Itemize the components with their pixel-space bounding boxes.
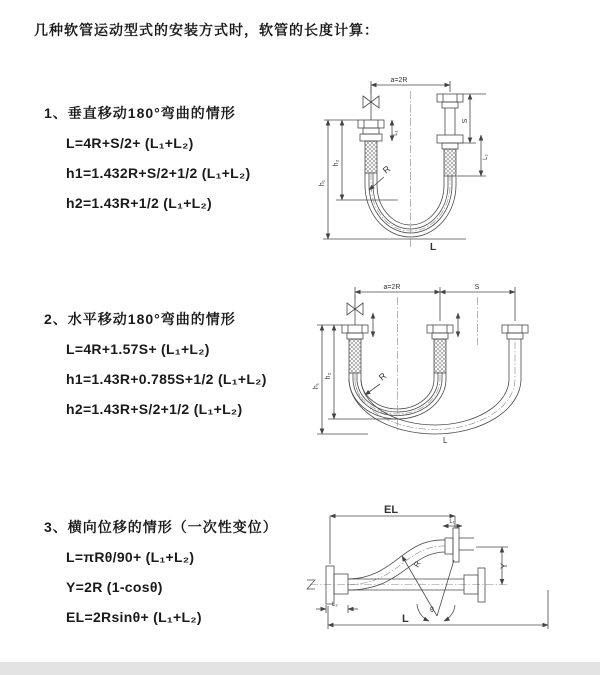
formula-line: h1=1.43R+0.785S+1/2 (L₁+L₂) bbox=[66, 371, 267, 387]
d2-label-h1: h₁ bbox=[313, 382, 320, 390]
formula-line: L=4R+1.57S+ (L₁+L₂) bbox=[66, 341, 210, 357]
section-vertical-movement bbox=[44, 103, 251, 213]
diagram-horizontal-u-bend bbox=[310, 281, 588, 449]
d1-label-l2: L₂ bbox=[483, 154, 489, 160]
left-flange bbox=[358, 120, 384, 141]
d3-label-l1: L₁ bbox=[449, 519, 455, 525]
hose-braid-left bbox=[365, 141, 377, 173]
d1-label-h2: h₂ bbox=[333, 159, 340, 167]
left-flange bbox=[342, 325, 368, 339]
right-flange bbox=[437, 94, 463, 149]
scan-edge-shadow bbox=[0, 662, 600, 675]
section-lateral-displacement bbox=[44, 517, 278, 627]
upper-flange bbox=[445, 528, 474, 562]
section-2-heading: 2、水平移动180°弯曲的情形 bbox=[44, 311, 236, 327]
d1-label-l: L bbox=[430, 242, 437, 253]
section-horizontal-movement bbox=[44, 309, 267, 419]
d2-label-r: R bbox=[376, 370, 389, 383]
d3-label-l: L bbox=[402, 613, 409, 625]
d1-label-h1: h₁ bbox=[319, 179, 326, 187]
dim-length bbox=[328, 590, 548, 629]
radius-construction bbox=[402, 556, 455, 621]
right-flange bbox=[464, 568, 485, 602]
hose-s-curve bbox=[348, 540, 445, 590]
formula-line: h1=1.432R+S/2+1/2 (L₁+L₂) bbox=[66, 165, 251, 181]
diagram-lateral-displacement bbox=[302, 502, 594, 642]
right-flange bbox=[502, 325, 528, 339]
formula-line: h2=1.43R+1/2 (L₁+L₂) bbox=[66, 195, 213, 211]
hose-braid-right bbox=[444, 149, 456, 176]
formula-line: h2=1.43R+S/2+1/2 (L₁+L₂) bbox=[66, 401, 243, 417]
dim-heights bbox=[323, 120, 466, 239]
d2-label-h2: h₂ bbox=[325, 372, 332, 380]
radius-leader bbox=[365, 384, 380, 395]
section-3-heading: 3、横向位移的情形（一次性变位） bbox=[44, 519, 278, 535]
d2-label-l: L bbox=[443, 436, 448, 445]
d2-label-a2r: a=2R bbox=[383, 284, 401, 291]
d1-label-s: S bbox=[462, 118, 469, 124]
d3-label-y: Y bbox=[499, 562, 509, 570]
formula-line: EL=2Rsinθ+ (L₁+L₂) bbox=[66, 609, 202, 625]
d1-label-r: R bbox=[380, 163, 393, 176]
d3-label-theta: θ bbox=[430, 607, 434, 614]
middle-flange bbox=[427, 325, 453, 339]
diagram-vertical-u-bend bbox=[318, 73, 578, 258]
d2-label-s: S bbox=[474, 284, 480, 291]
d1-label-a2r: a=2R bbox=[390, 77, 408, 84]
d1-label-l1: L₁ bbox=[393, 130, 399, 136]
d3-label-l2: L₂ bbox=[332, 602, 338, 608]
hose-braid-left bbox=[349, 339, 361, 373]
d3-label-r: R bbox=[411, 559, 423, 569]
valve-icon bbox=[347, 295, 363, 325]
hose-braid-middle bbox=[434, 339, 446, 373]
formula-line: L=4R+S/2+ (L₁+L₂) bbox=[66, 135, 194, 151]
valve-icon bbox=[363, 87, 379, 120]
d3-label-el: EL bbox=[384, 504, 399, 516]
page-title: 几种软管运动型式的安装方式时，软管的长度计算： bbox=[34, 22, 379, 38]
left-flange bbox=[326, 566, 348, 604]
formula-line: L=πRθ/90+ (L₁+L₂) bbox=[66, 549, 195, 565]
formula-line: Y=2R (1-cosθ) bbox=[66, 579, 163, 595]
dim-top bbox=[355, 287, 515, 321]
section-1-heading: 1、垂直移动180°弯曲的情形 bbox=[44, 105, 236, 121]
